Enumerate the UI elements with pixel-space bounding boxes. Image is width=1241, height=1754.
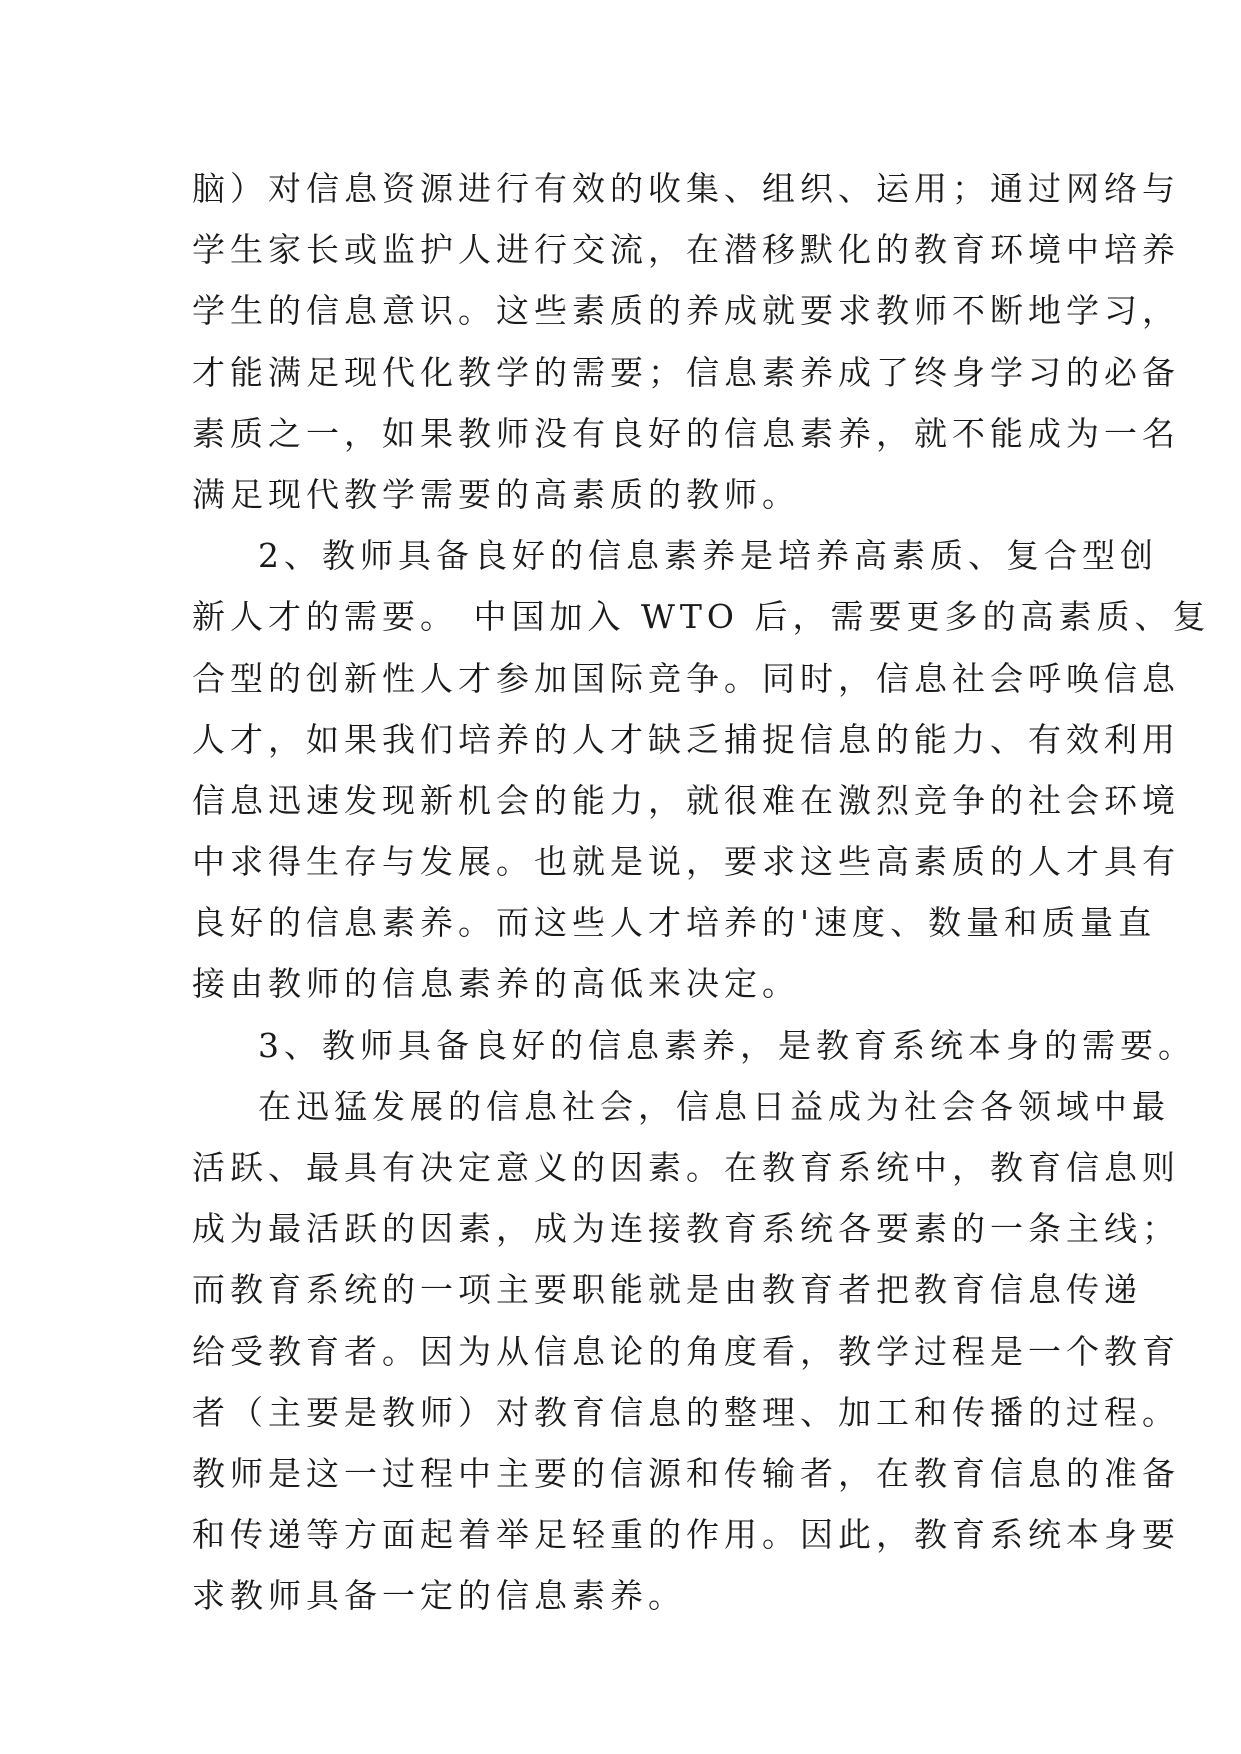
text-line: 素质之一，如果教师没有良好的信息素养，就不能成为一名 bbox=[192, 413, 1180, 453]
text-line: 学生家长或监护人进行交流，在潜移默化的教育环境中培养 bbox=[192, 230, 1180, 270]
text-line: 活跃、最具有决定意义的因素。在教育系统中，教育信息则 bbox=[192, 1148, 1180, 1187]
text-line: 者（主要是教师）对教育信息的整理、加工和传播的过程。 bbox=[192, 1392, 1180, 1432]
text-line: 信息迅速发现新机会的能力，就很难在激烈竞争的社会环境 bbox=[192, 780, 1180, 820]
text-line: 求教师具备一定的信息素养。 bbox=[192, 1576, 686, 1616]
text-line: 才能满足现代化教学的需要；信息素养成了终身学习的必备 bbox=[192, 352, 1180, 392]
paragraph-first-line: 在迅猛发展的信息社会，信息日益成为社会各领域中最 bbox=[258, 1086, 1170, 1126]
text-line: 满足现代教学需要的高素质的教师。 bbox=[192, 474, 800, 514]
paragraph-first-line: 3、教师具备良好的信息素养，是教育系统本身的需要。 bbox=[258, 1025, 1196, 1065]
text-line: 新人才的需要。 中国加入 WTO 后，需要更多的高素质、复 bbox=[192, 597, 1211, 637]
text-line: 给受教育者。因为从信息论的角度看，教学过程是一个教育 bbox=[192, 1331, 1180, 1371]
text-line: 人才，如果我们培养的人才缺乏捕捉信息的能力、有效利用 bbox=[192, 719, 1180, 759]
text-line: 成为最活跃的因素，成为连接教育系统各要素的一条主线； bbox=[192, 1209, 1180, 1249]
text-line: 脑）对信息资源进行有效的收集、组织、运用；通过网络与 bbox=[192, 169, 1180, 208]
text-line: 学生的信息意识。这些素质的养成就要求教师不断地学习， bbox=[192, 291, 1180, 331]
text-line: 和传递等方面起着举足轻重的作用。因此，教育系统本身要 bbox=[192, 1515, 1180, 1555]
text-line: 教师是这一过程中主要的信源和传输者，在教育信息的准备 bbox=[192, 1453, 1180, 1493]
body-text bbox=[192, 158, 1211, 1627]
paragraph-first-line: 2、教师具备良好的信息素养是培养高素质、复合型创 bbox=[258, 536, 1158, 576]
text-line: 合型的创新性人才参加国际竞争。同时，信息社会呼唤信息 bbox=[192, 658, 1180, 698]
text-line: 接由教师的信息素养的高低来决定。 bbox=[192, 964, 800, 1004]
text-line: 而教育系统的一项主要职能就是由教育者把教育信息传递 bbox=[192, 1270, 1142, 1310]
text-line: 良好的信息素养。而这些人才培养的'速度、数量和质量直 bbox=[192, 903, 1157, 943]
text-line: 中求得生存与发展。也就是说，要求这些高素质的人才具有 bbox=[192, 842, 1180, 882]
